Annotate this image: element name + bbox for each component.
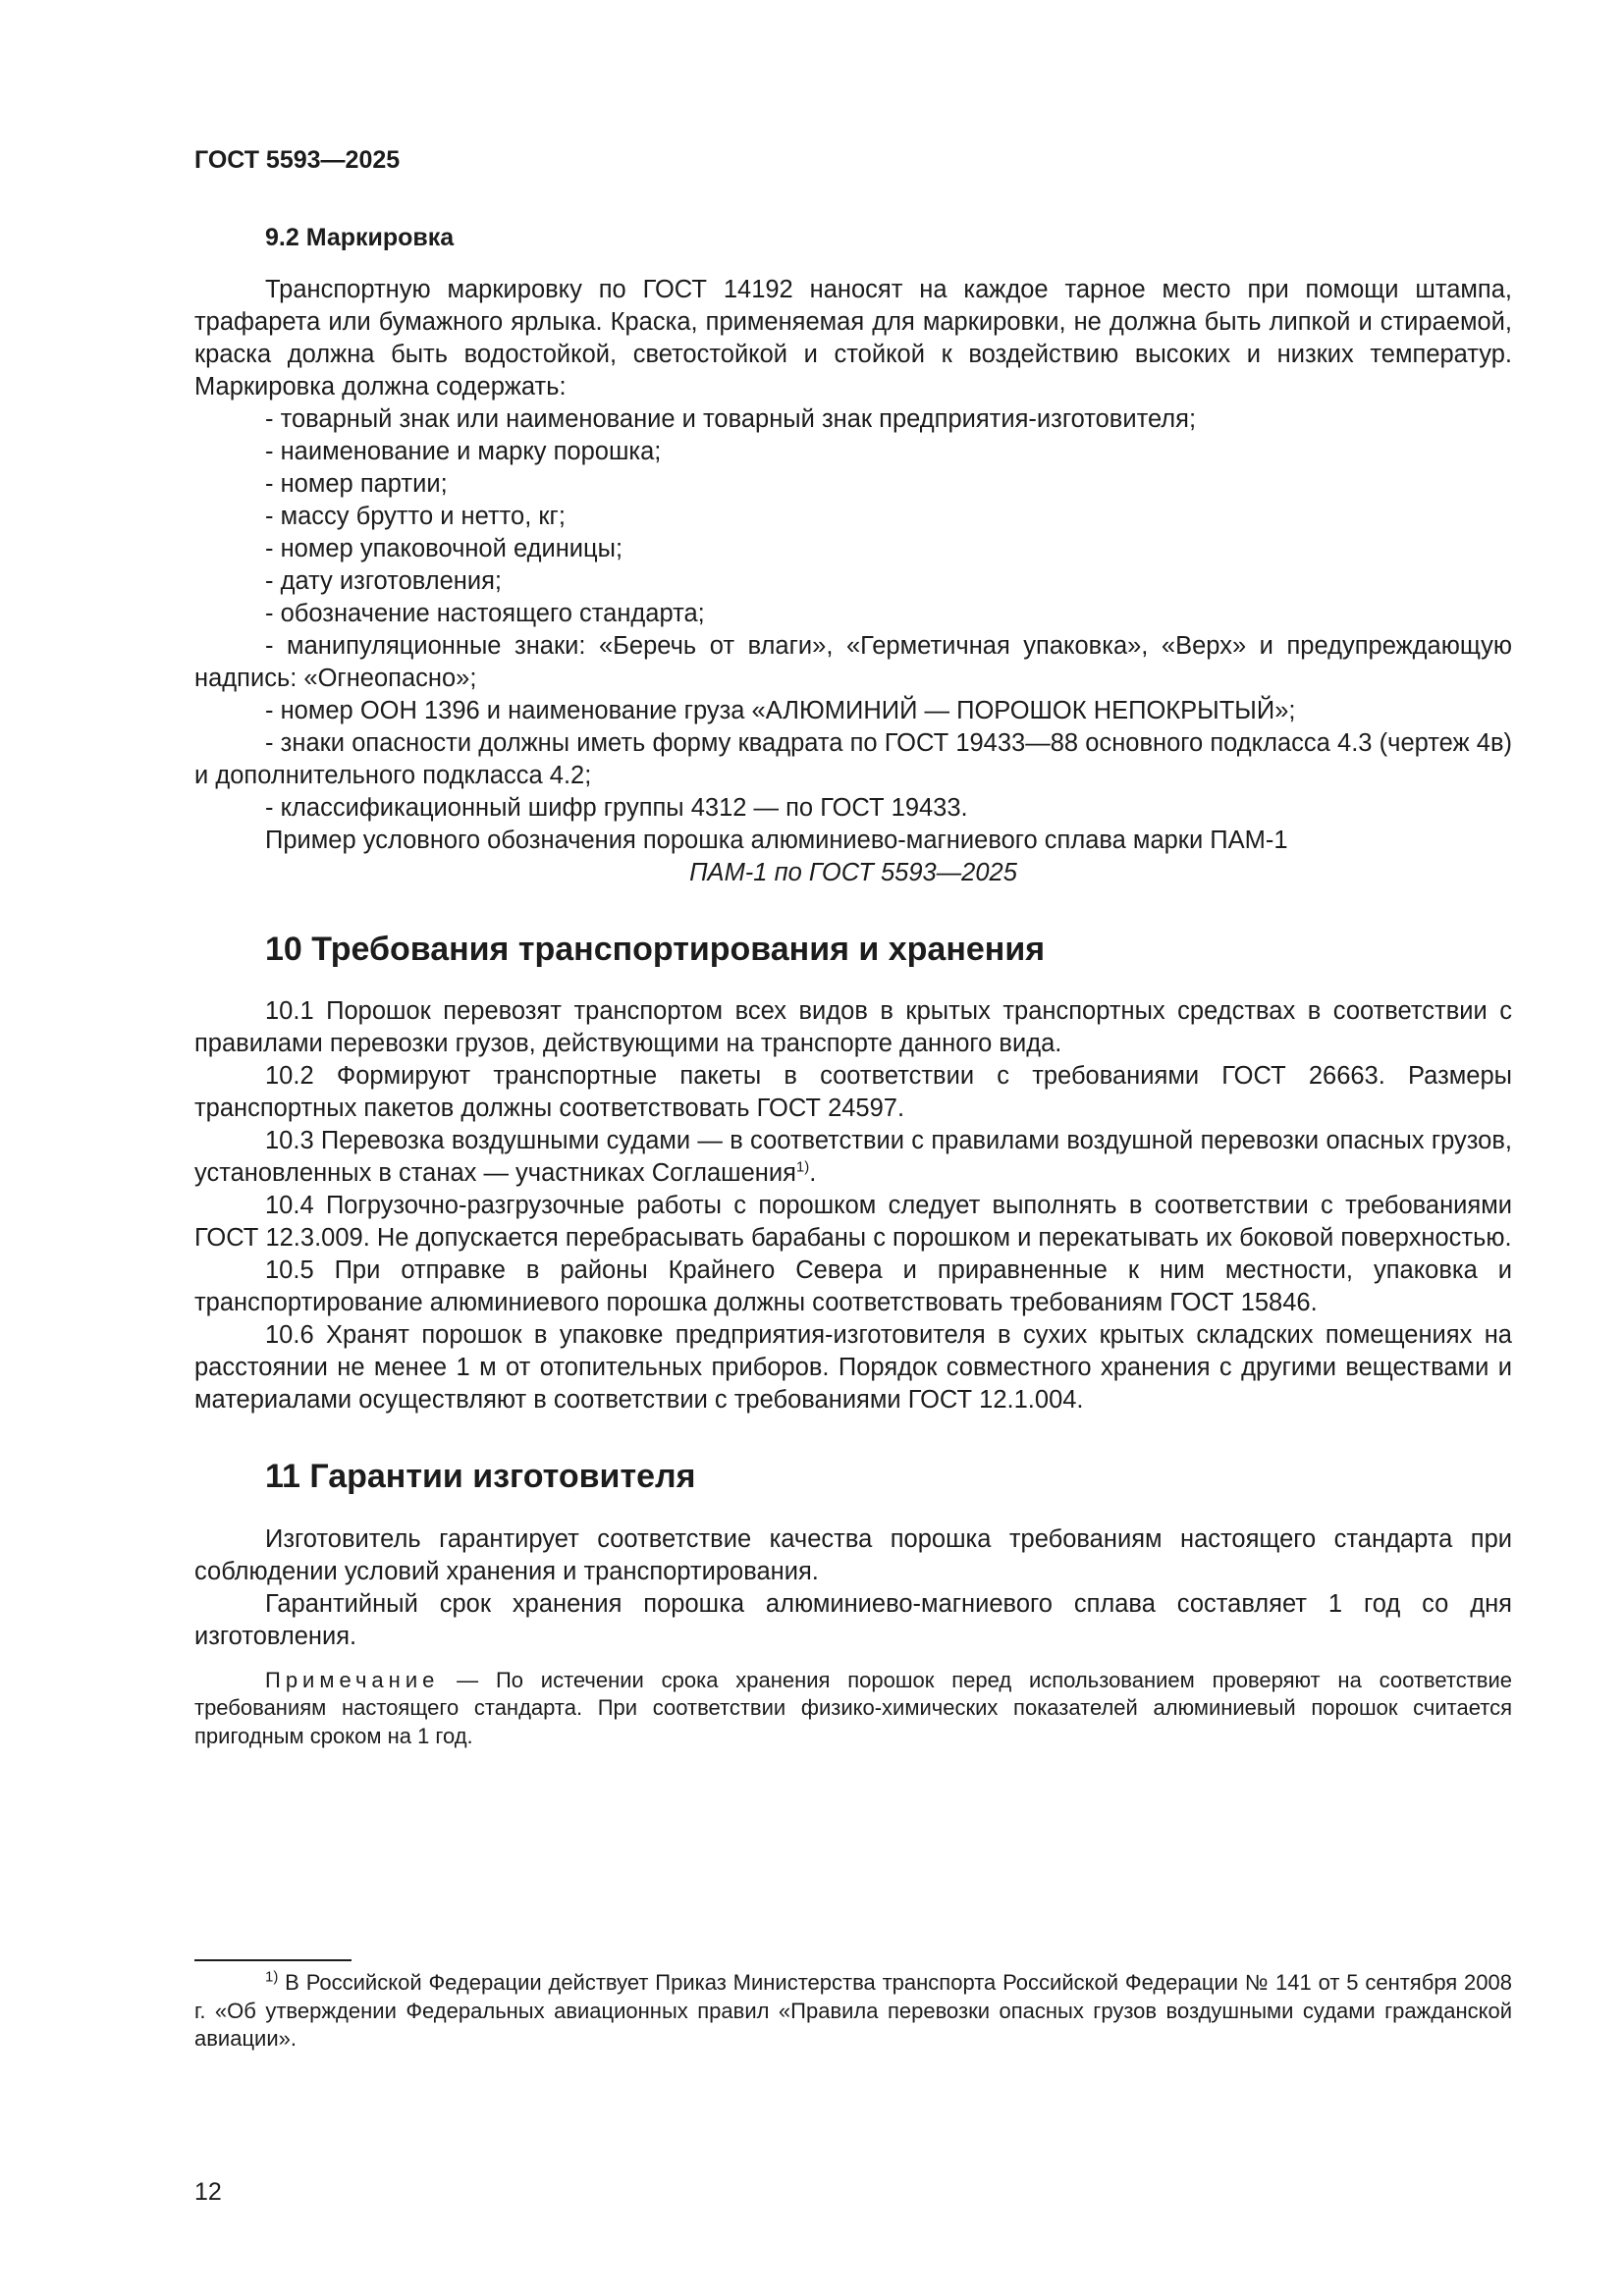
marking-intro-paragraph: Транспортную маркировку по ГОСТ 14192 наносят на каждое тарное место при помощи штампа, трафарета или бумажного ярлыка. Краска, применяемая для маркировки, не должна быть липкой и стираемой, краска должна быть водостойкой, светостойкой и стойкой к воздействию высоких и низких температур. Маркировка должна содержать: — [194, 275, 1512, 400]
paragraph-10-3-end: . — [809, 1159, 817, 1187]
list-item: - знаки опасности должны иметь форму квадрата по ГОСТ 19433—88 основного подкласса 4.3 (чертеж 4в) и дополнительного подкласса 4.2; — [194, 728, 1512, 789]
paragraph-10-2: 10.2 Формируют транспортные пакеты в соответствии с требованиями ГОСТ 26663. Размеры транспортных пакетов должны соответствовать ГОСТ 24597. — [194, 1062, 1512, 1122]
footnote-reference: 1) — [795, 1158, 810, 1176]
paragraph-10-4: 10.4 Погрузочно-разгрузочные работы с порошком следует выполнять в соответствии с требованиями ГОСТ 12.3.009. Не допускается перебрасывать барабаны с порошком и перекатывать их боковой поверхностью. — [194, 1192, 1512, 1252]
footnote-area — [194, 1959, 1512, 2054]
list-item: - дату изготовления; — [265, 566, 502, 595]
list-item: - манипуляционные знаки: «Беречь от влаги», «Герметичная упаковка», «Верх» и предупреждающую надпись: «Огнеопасно»; — [194, 631, 1512, 692]
paragraph-11-2: Гарантийный срок хранения порошка алюминиево-магниевого сплава составляет 1 год со дня изготовления. — [194, 1589, 1512, 1650]
list-item: - классификационный шифр группы 4312 — по ГОСТ 19433. — [265, 793, 968, 822]
list-item: - номер ООН 1396 и наименование груза «АЛЮМИНИЙ — ПОРОШОК НЕПОКРЫТЫЙ»; — [265, 696, 1296, 724]
section-title-10: 10 Требования транспортирования и хранения — [265, 930, 1046, 968]
footnote-text: В Российской Федерации действует Приказ Министерства транспорта Российской Федерации № 141 от 5 сентября 2008 г. «Об утверждении Федеральных авиационных правил «Правила перевозки опасных грузов воздушными судами гражданской авиации». — [194, 1970, 1512, 2051]
paragraph-10-3-text: 10.3 Перевозка воздушными судами — в соответствии с правилами воздушной перевозки опасных грузов, установленных в станах — участниках Соглашения — [194, 1127, 1512, 1187]
example-intro: Пример условного обозначения порошка алюминиево-магниевого сплава марки ПАМ-1 — [265, 826, 1288, 854]
subsection-title-9-2: 9.2 Маркировка — [265, 224, 455, 251]
paragraph-10-6: 10.6 Хранят порошок в упаковке предприятия-изготовителя в сухих крытых складских помещениях на расстоянии не менее 1 м от отопительных приборов. Порядок совместного хранения с другими веществами и материалами осуществляют в соответствии с требованиями ГОСТ 12.1.004. — [194, 1321, 1512, 1414]
list-item: - товарный знак или наименование и товарный знак предприятия-изготовителя; — [265, 404, 1197, 433]
page-number: 12 — [194, 2178, 222, 2206]
note-text: — По истечении срока хранения порошок перед использованием проверяют на соответствие требованиям настоящего стандарта. При соответствии физико-химических показателей алюминиевый порошок считается пригодным сроком на 1 год. — [194, 1667, 1512, 1748]
page-content — [194, 145, 1512, 1750]
section-title-11: 11 Гарантии изготовителя — [265, 1458, 696, 1495]
note-paragraph — [194, 1667, 1512, 1751]
paragraph-11-1: Изготовитель гарантирует соответствие качества порошка требованиям настоящего стандарта при соблюдении условий хранения и транспортирования. — [194, 1524, 1512, 1585]
list-item: - массу брутто и нетто, кг; — [265, 502, 566, 530]
list-item: - обозначение настоящего стандарта; — [265, 599, 705, 627]
paragraph-10-1: 10.1 Порошок перевозят транспортом всех видов в крытых транспортных средствах в соответствии с правилами перевозки грузов, действующими на транспорте данного вида. — [194, 997, 1512, 1057]
example-designation: ПАМ-1 по ГОСТ 5593—2025 — [689, 858, 1017, 886]
paragraph-10-3 — [194, 1125, 1512, 1190]
list-item: - номер партии; — [265, 469, 448, 498]
footnote — [194, 1969, 1512, 2054]
footnote-divider — [194, 1959, 352, 1961]
note-label: Примечание — [265, 1667, 440, 1692]
paragraph-10-5: 10.5 При отправке в районы Крайнего Севера и приравненные к ним местности, упаковка и транспортирование алюминиевого порошка должны соответствовать требованиям ГОСТ 15846. — [194, 1256, 1512, 1316]
list-item: - номер упаковочной единицы; — [265, 534, 623, 562]
document-header: ГОСТ 5593—2025 — [194, 146, 401, 174]
list-item: - наименование и марку порошка; — [265, 437, 662, 465]
footnote-marker: 1) — [265, 1968, 279, 1986]
